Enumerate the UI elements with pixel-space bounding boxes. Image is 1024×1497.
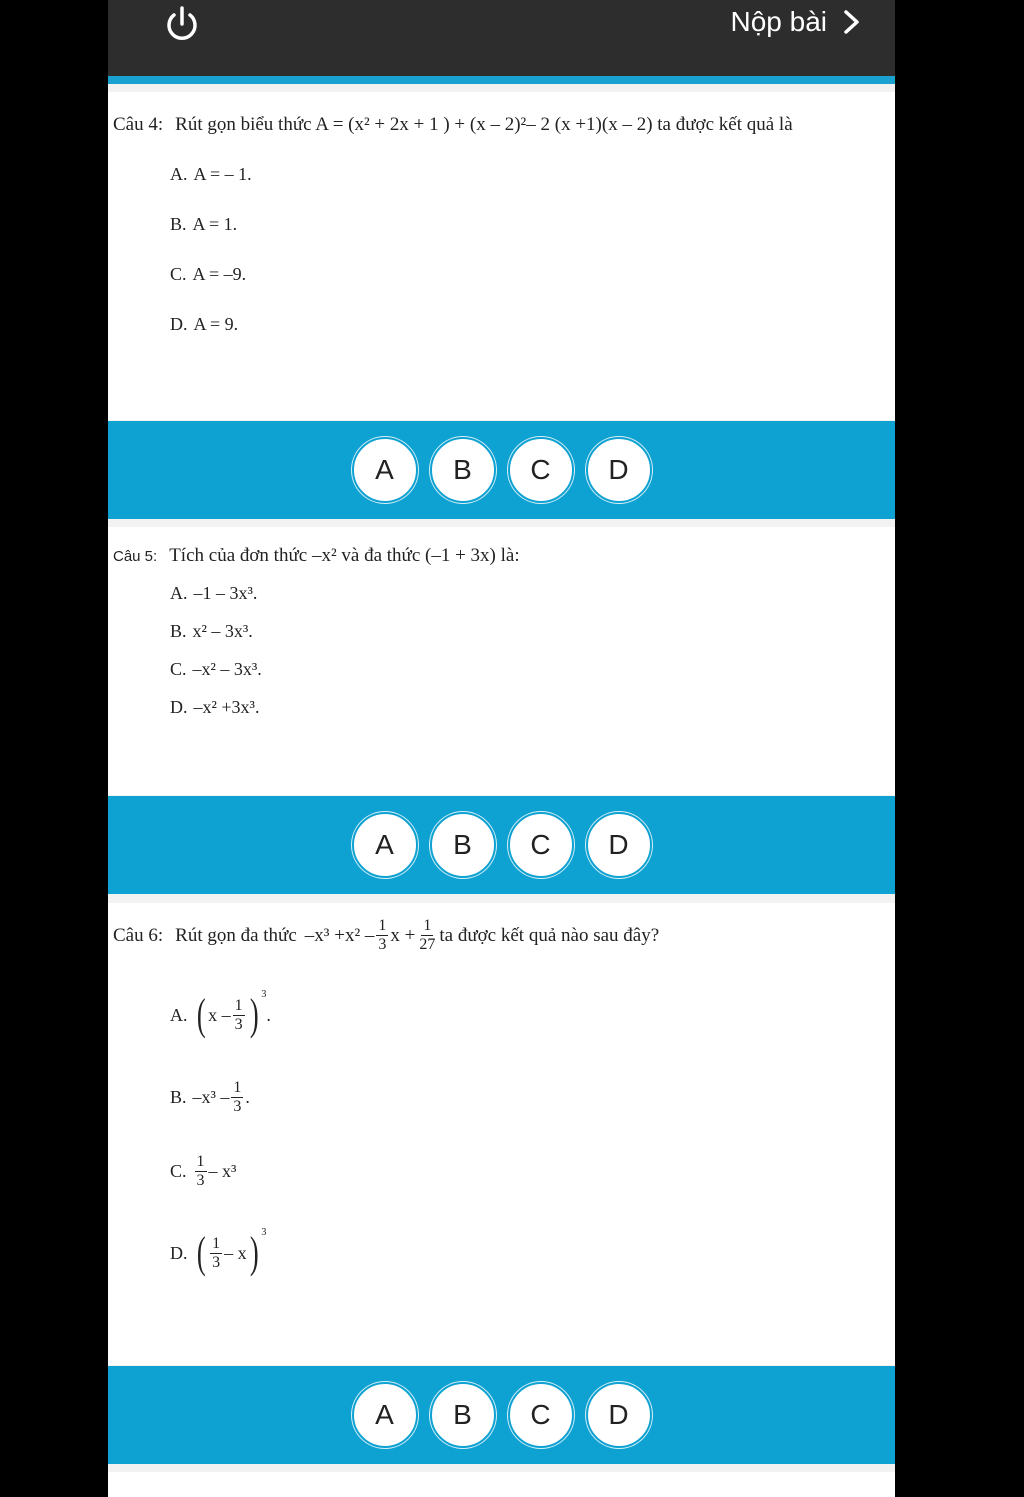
submit-button[interactable]: [730, 4, 861, 40]
next-question-card: [108, 1472, 895, 1497]
option-c: C. $\frac{1}{3}$ – x³: [170, 1153, 237, 1189]
answer-b-button[interactable]: B: [430, 437, 496, 503]
option-a: A. ( x – $\frac{1}{3}$ ) 3 .: [170, 989, 271, 1039]
answer-a-button[interactable]: A: [352, 1382, 418, 1448]
option-c: C. A = –9.: [170, 264, 247, 284]
answer-d-button[interactable]: D: [586, 437, 652, 503]
question-text: Câu 5: Tích của đơn thức –x² và đa thức (–1 + 3x) là:: [113, 545, 520, 566]
option-d: D. ( $\frac{1}{3}$ – x ) 3: [170, 1227, 267, 1277]
answer-a-button[interactable]: A: [352, 812, 418, 878]
answer-bar-6: [108, 1366, 895, 1464]
question-card-4: [108, 92, 895, 420]
option-b: B. A = 1.: [170, 214, 238, 234]
submit-label: Nộp bài: [730, 6, 827, 37]
option-b: B. –x³ – $\frac{1}{3}$ .: [170, 1079, 250, 1115]
option-d: D. –x² +3x³.: [170, 697, 260, 717]
answer-c-button[interactable]: C: [508, 1382, 574, 1448]
option-b: B. x² – 3x³.: [170, 621, 253, 641]
answer-bar-5: [108, 796, 895, 894]
answer-b-button[interactable]: B: [430, 812, 496, 878]
question-card-6: [108, 903, 895, 1365]
header-accent-bar: [108, 76, 895, 84]
answer-c-button[interactable]: C: [508, 812, 574, 878]
question-card-5: [108, 527, 895, 795]
quiz-app: [108, 0, 895, 1497]
power-icon[interactable]: [162, 4, 202, 44]
option-d: D. A = 9.: [170, 314, 239, 334]
answer-d-button[interactable]: D: [586, 1382, 652, 1448]
option-a: A. –1 – 3x³.: [170, 583, 258, 603]
chevron-right-icon: [843, 9, 861, 35]
answer-c-button[interactable]: C: [508, 437, 574, 503]
answer-a-button[interactable]: A: [352, 437, 418, 503]
option-a: A. A = – 1.: [170, 164, 252, 184]
question-text: Câu 6: Rút gọn đa thức –x³ +x² – $\frac{1}{3}$ x + $\frac{1}{27}$ ta được kết quả nào sau đây?: [113, 917, 660, 953]
option-c: C. –x² – 3x³.: [170, 659, 262, 679]
answer-bar-4: [108, 421, 895, 519]
top-bar: [108, 0, 895, 76]
answer-b-button[interactable]: B: [430, 1382, 496, 1448]
question-text: Câu 4: Rút gọn biểu thức A = (x² + 2x + 1 ) + (x – 2)²– 2 (x +1)(x – 2) ta được kết quả là: [113, 114, 793, 135]
answer-d-button[interactable]: D: [586, 812, 652, 878]
